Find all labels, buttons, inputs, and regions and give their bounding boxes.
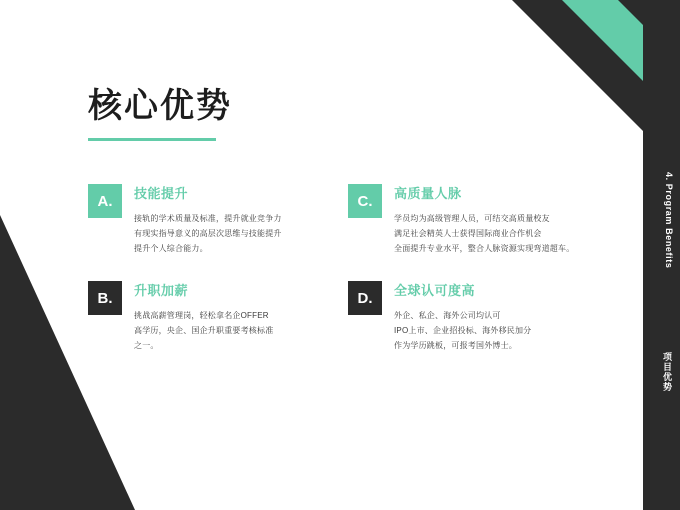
side-section-label: 4. Program Benefits [664,172,674,269]
title-underline [88,138,216,141]
benefits-grid [88,184,608,353]
benefit-lines-b [134,308,273,353]
benefit-lines-c [394,211,574,256]
benefit-line: 有现实指导意义的高层次思维与技能提升 [134,229,282,238]
benefit-item-d [348,281,608,353]
benefit-line: 作为学历跳板，可报考国外博士。 [394,341,517,350]
benefit-line: 挑战高薪管理岗，轻松拿名企OFFER [134,311,269,320]
benefit-body-a [134,184,282,256]
benefit-line: 之一。 [134,341,159,350]
benefit-body-d [394,281,531,353]
benefit-badge-c: C. [348,184,382,218]
benefit-line: 高学历，央企、国企升职重要考核标准 [134,326,274,335]
benefit-line: 全面提升专业水平，整合人脉资源实现弯道超车。 [394,244,575,253]
benefit-title-b: 升职加薪 [134,283,189,298]
benefit-item-c [348,184,608,256]
title-block [88,86,232,141]
page-title: 核心优势 [88,87,232,125]
benefit-item-a [88,184,348,256]
benefit-lines-d [394,308,531,353]
side-sub-label: 项目优势 [662,352,672,392]
benefit-item-b [88,281,348,353]
benefit-badge-b: B. [88,281,122,315]
benefit-line: 接轨的学术质量及标准，提升就业竞争力 [134,214,282,223]
benefit-badge-d: D. [348,281,382,315]
benefit-body-b [134,281,273,353]
benefit-title-d: 全球认可度高 [394,283,476,298]
benefit-line: 满足社会精英人士获得国际商业合作机会 [394,229,542,238]
benefits-row-2 [88,281,608,353]
benefit-line: 提升个人综合能力。 [134,244,208,253]
benefit-lines-a [134,211,282,256]
benefit-line: 学员均为高级管理人员，可结交高质量校友 [394,214,550,223]
benefit-title-c: 高质量人脉 [394,186,462,201]
right-sidebar-band [643,0,680,510]
benefit-line: IPO上市、企业招投标、海外移民加分 [394,326,532,335]
benefit-body-c [394,184,574,256]
benefit-line: 外企、私企、海外公司均认可 [394,311,501,320]
benefits-row-1 [88,184,608,256]
benefit-title-a: 技能提升 [134,186,189,201]
benefit-badge-a: A. [88,184,122,218]
